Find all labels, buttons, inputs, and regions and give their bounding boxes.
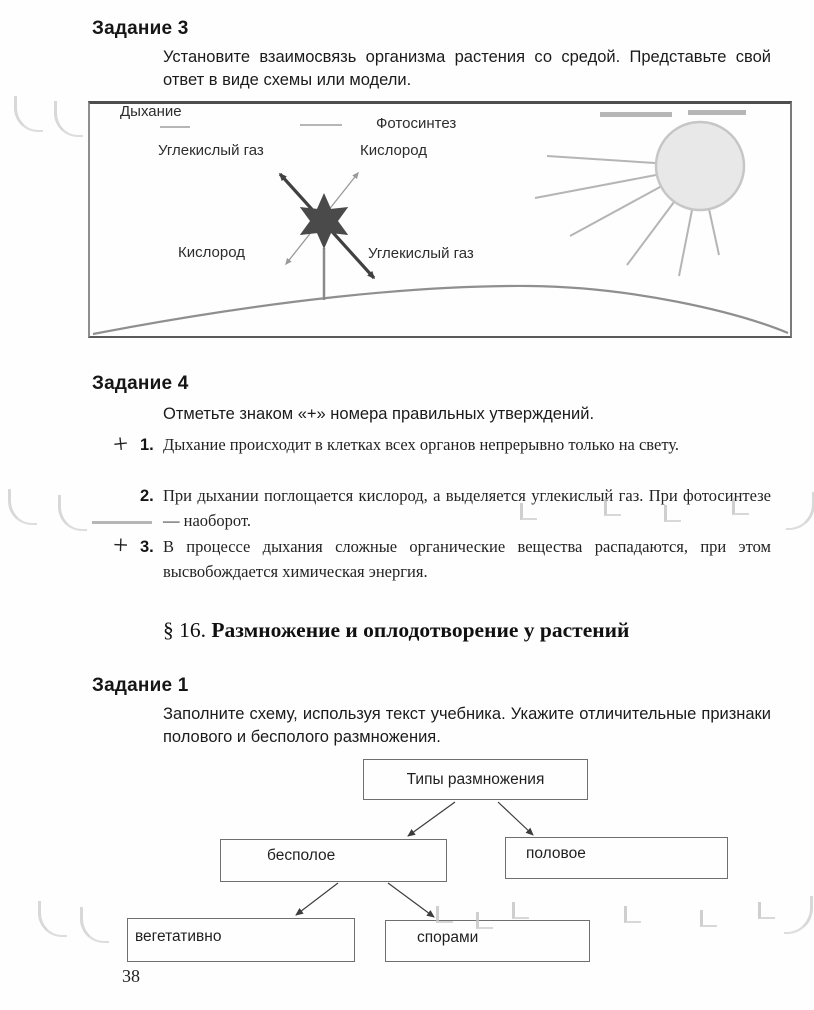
arrow-root-to-asexual [408, 802, 455, 836]
page-number: 38 [122, 966, 140, 986]
watermark-fragment [14, 96, 43, 132]
label-breathing: Дыхание [120, 104, 182, 120]
statement-1 [111, 427, 771, 460]
label-co2-top: Углекислый газ [158, 142, 264, 159]
task3-title: Задание 3 [92, 18, 189, 39]
scheme-box-sexual: половое [505, 837, 728, 879]
watermark-fragment [786, 492, 814, 530]
label-o2-bottom: Кислород [178, 244, 245, 261]
watermark-fragment [58, 495, 87, 531]
statement-3-number: 3. [140, 538, 154, 556]
section-name: Размножение и оплодотворение у растений [211, 618, 630, 642]
task4-instruction: Отметьте знаком «+» номера правильных утверждений. [163, 405, 595, 423]
watermark-fragment [54, 101, 83, 137]
arrow-root-to-sexual [498, 802, 533, 835]
statement-2 [113, 484, 771, 533]
plus-mark-3: + [112, 529, 129, 561]
label-o2-top: Кислород [360, 142, 427, 159]
label-co2-bottom: Углекислый газ [368, 245, 474, 262]
statement-1-text: Дыхание происходит в клетках всех органов непрерывно только на свету. [163, 435, 680, 454]
task3-instruction: Установите взаимосвязь организма растения со средой. Представьте свой ответ в виде схемы или модели. [163, 48, 771, 89]
plus-mark-1: + [111, 427, 130, 460]
statement-2-text: При дыхании поглощается кислород, а выделяется углекислый газ. При фотосинтезе — наоборот. [163, 486, 771, 530]
plant-environment-diagram [88, 101, 792, 338]
diagram-canvas [90, 104, 790, 336]
section-heading [163, 618, 629, 643]
plus-mark-2 [113, 483, 140, 486]
task4-title: Задание 4 [92, 373, 189, 394]
statement-3 [112, 529, 771, 584]
sun-icon [535, 122, 744, 276]
scheme-box-vegetative: вегетативно [127, 918, 355, 962]
statement-2-number: 2. [140, 487, 154, 505]
label-photosynthesis: Фотосинтез [376, 115, 457, 132]
task1-instruction: Заполните схему, используя текст учебника. Укажите отличительные признаки полового и бесполого размножения. [163, 705, 771, 746]
section-number: § 16. [163, 618, 212, 642]
scheme-box-root: Типы размножения [363, 759, 588, 800]
statement-1-number: 1. [140, 436, 154, 454]
scheme-box-asexual: бесполое [220, 839, 447, 882]
ground-hill-line [93, 286, 788, 334]
task1-title: Задание 1 [92, 675, 189, 696]
arrow-asexual-to-vegetative [296, 883, 338, 915]
arrow-asexual-to-spores [388, 883, 434, 917]
reproduction-types-scheme [0, 755, 814, 967]
scheme-box-spores: спорами [385, 920, 590, 962]
statement-3-text: В процессе дыхания сложные органические вещества распадаются, при этом высвобождается химическая энергия. [163, 537, 771, 581]
watermark-fragment [8, 489, 37, 525]
